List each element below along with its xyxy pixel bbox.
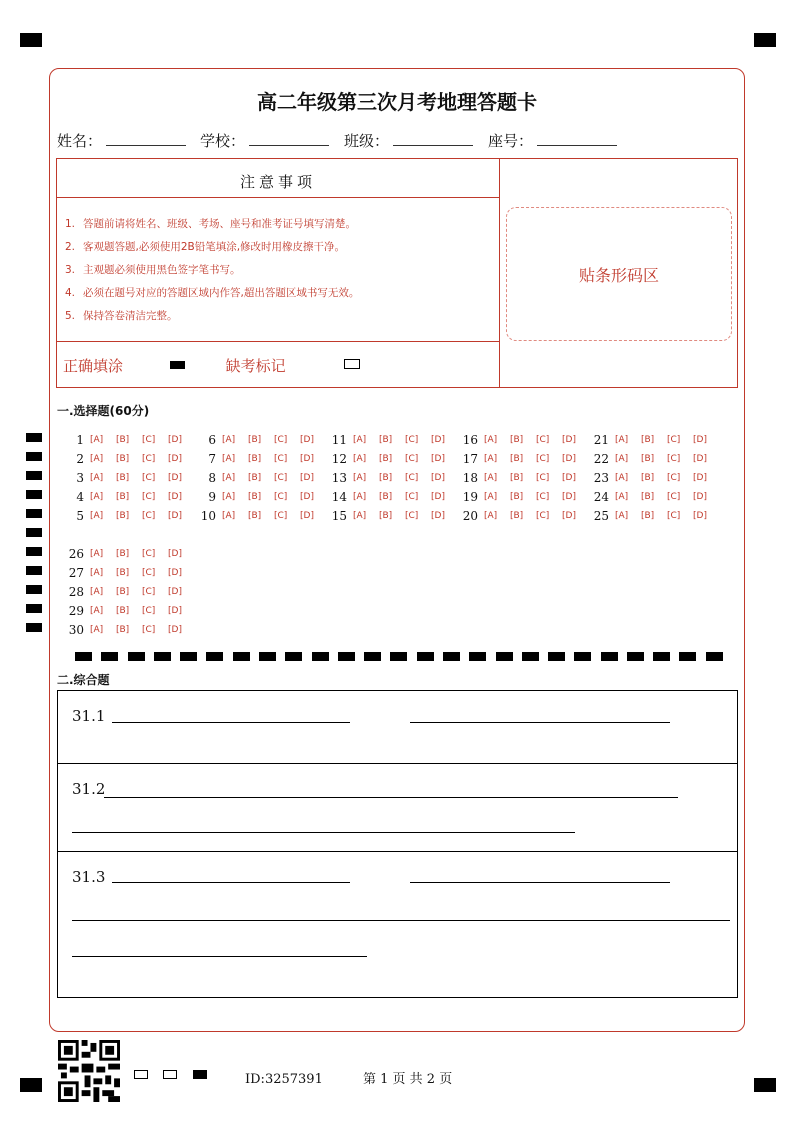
separator-dash xyxy=(653,652,670,661)
option-bubble[interactable]: [B] xyxy=(116,549,130,559)
question-number: 25 xyxy=(593,509,609,523)
option-bubble[interactable]: [B] xyxy=(116,568,130,578)
option-bubble[interactable]: [D] xyxy=(431,435,445,445)
school-field[interactable]: 学校： xyxy=(200,130,329,151)
registration-mark xyxy=(20,33,42,47)
option-bubble[interactable]: [D] xyxy=(693,492,707,502)
separator-dash xyxy=(601,652,618,661)
question-row xyxy=(192,431,326,449)
notice-title: 注意事项 xyxy=(239,173,316,191)
rule-item: 2. 客观题答题,必须使用2B铅笔填涂,修改时用橡皮擦干净。 xyxy=(65,241,346,253)
option-bubble[interactable]: [A] xyxy=(222,435,236,445)
option-bubble[interactable]: [D] xyxy=(168,549,182,559)
option-bubble[interactable]: [C] xyxy=(536,435,550,445)
separator-dash xyxy=(259,652,276,661)
question-number: 20 xyxy=(462,509,478,523)
question-number: 1 xyxy=(76,433,84,447)
option-bubble[interactable]: [C] xyxy=(667,473,681,483)
answer-line[interactable] xyxy=(410,722,670,723)
sheet-id: ID:3257391 xyxy=(245,1072,323,1087)
option-bubble[interactable]: [C] xyxy=(405,473,419,483)
footer-box xyxy=(134,1070,148,1079)
option-bubble[interactable]: [B] xyxy=(510,473,524,483)
rules-list xyxy=(65,213,359,328)
option-bubble[interactable]: [C] xyxy=(142,435,156,445)
option-bubble[interactable]: [C] xyxy=(667,511,681,521)
option-bubble[interactable]: [D] xyxy=(168,587,182,597)
option-bubble[interactable]: [C] xyxy=(274,473,288,483)
option-bubble[interactable]: [C] xyxy=(536,473,550,483)
option-bubble[interactable]: [D] xyxy=(431,454,445,464)
option-bubble[interactable]: [D] xyxy=(168,473,182,483)
timing-mark xyxy=(26,452,42,461)
option-bubble[interactable]: [D] xyxy=(431,492,445,502)
question-number: 5 xyxy=(76,509,84,523)
option-bubble[interactable]: [A] xyxy=(353,492,367,502)
option-bubble[interactable]: [B] xyxy=(510,435,524,445)
question-row xyxy=(60,583,194,601)
question-row xyxy=(323,507,457,525)
question-number: 6 xyxy=(208,433,216,447)
question-row xyxy=(60,431,194,449)
option-bubble[interactable]: [A] xyxy=(90,625,104,635)
page-indicator: 第 1 页 共 2 页 xyxy=(362,1072,453,1087)
registration-mark xyxy=(20,1078,42,1092)
option-bubble[interactable]: [A] xyxy=(615,473,629,483)
question-label: 31.3 xyxy=(72,868,106,886)
answer-line[interactable] xyxy=(112,722,350,723)
option-bubble[interactable]: [A] xyxy=(222,454,236,464)
option-bubble[interactable]: [B] xyxy=(379,435,393,445)
option-bubble[interactable]: [D] xyxy=(562,511,576,521)
option-bubble[interactable]: [B] xyxy=(248,511,262,521)
question-number: 17 xyxy=(462,452,478,466)
option-bubble[interactable]: [A] xyxy=(222,492,236,502)
question-row xyxy=(60,621,194,639)
option-bubble[interactable]: [D] xyxy=(300,473,314,483)
separator-dash xyxy=(128,652,145,661)
option-bubble[interactable]: [A] xyxy=(353,435,367,445)
question-row xyxy=(192,469,326,487)
option-bubble[interactable]: [C] xyxy=(142,587,156,597)
option-bubble[interactable]: [B] xyxy=(116,435,130,445)
option-bubble[interactable]: [C] xyxy=(142,549,156,559)
answer-line[interactable] xyxy=(410,882,670,883)
question-row xyxy=(60,469,194,487)
question-number: 23 xyxy=(593,471,609,485)
option-bubble[interactable]: [B] xyxy=(510,511,524,521)
separator-dash xyxy=(574,652,591,661)
question-row xyxy=(454,488,588,506)
separator-dash xyxy=(548,652,565,661)
question-row xyxy=(192,488,326,506)
option-bubble[interactable]: [C] xyxy=(274,435,288,445)
footer-box-filled xyxy=(193,1070,207,1079)
separator-dash xyxy=(285,652,302,661)
option-bubble[interactable]: [D] xyxy=(431,511,445,521)
question-row xyxy=(323,431,457,449)
question-row xyxy=(454,507,588,525)
option-bubble[interactable]: [D] xyxy=(693,454,707,464)
question-row xyxy=(60,507,194,525)
option-bubble[interactable]: [A] xyxy=(222,473,236,483)
question-label: 31.1 xyxy=(72,707,106,725)
option-bubble[interactable]: [A] xyxy=(484,454,498,464)
option-bubble[interactable]: [D] xyxy=(168,492,182,502)
separator-dash xyxy=(496,652,513,661)
timing-mark xyxy=(26,490,42,499)
separator-dash xyxy=(443,652,460,661)
option-bubble[interactable]: [D] xyxy=(168,454,182,464)
option-bubble[interactable]: [D] xyxy=(562,492,576,502)
option-bubble[interactable]: [C] xyxy=(667,454,681,464)
option-bubble[interactable]: [B] xyxy=(641,473,655,483)
question-row xyxy=(60,545,194,563)
question-row xyxy=(585,450,719,468)
option-bubble[interactable]: [C] xyxy=(536,511,550,521)
option-bubble[interactable]: [C] xyxy=(142,511,156,521)
option-bubble[interactable]: [B] xyxy=(116,473,130,483)
timing-mark xyxy=(26,585,42,594)
timing-mark xyxy=(26,604,42,613)
question-row xyxy=(454,431,588,449)
question-row xyxy=(192,450,326,468)
option-bubble[interactable]: [D] xyxy=(300,492,314,502)
answer-area xyxy=(57,690,738,998)
fill-legend xyxy=(63,355,360,376)
option-bubble[interactable]: [B] xyxy=(248,435,262,445)
separator-dash xyxy=(679,652,696,661)
option-bubble[interactable]: [B] xyxy=(641,454,655,464)
option-bubble[interactable]: [A] xyxy=(90,454,104,464)
name-field[interactable]: 姓名： xyxy=(57,130,186,151)
option-bubble[interactable]: [A] xyxy=(353,511,367,521)
page-title: 高二年级第三次月考地理答题卡 xyxy=(257,90,537,114)
separator-dash xyxy=(75,652,92,661)
question-number: 9 xyxy=(208,490,216,504)
separator-dash xyxy=(627,652,644,661)
option-bubble[interactable]: [D] xyxy=(168,606,182,616)
option-bubble[interactable]: [C] xyxy=(274,511,288,521)
answer-block-31-2 xyxy=(58,764,737,852)
answer-block-31-3 xyxy=(58,852,737,998)
option-bubble[interactable]: [C] xyxy=(142,625,156,635)
registration-mark xyxy=(754,33,776,47)
option-bubble[interactable]: [C] xyxy=(405,435,419,445)
question-number: 29 xyxy=(68,604,84,618)
option-bubble[interactable]: [D] xyxy=(562,435,576,445)
question-row xyxy=(323,450,457,468)
question-row xyxy=(585,469,719,487)
option-bubble[interactable]: [B] xyxy=(248,492,262,502)
separator-dash xyxy=(338,652,355,661)
question-row xyxy=(60,488,194,506)
answer-line[interactable] xyxy=(72,920,730,921)
option-bubble[interactable]: [C] xyxy=(142,568,156,578)
question-row xyxy=(454,450,588,468)
rule-item: 1. 答题前请将姓名、班级、考场、座号和准考证号填写清楚。 xyxy=(65,218,356,230)
question-number: 16 xyxy=(462,433,478,447)
option-bubble[interactable]: [D] xyxy=(562,454,576,464)
question-row xyxy=(454,469,588,487)
answer-line[interactable] xyxy=(72,956,367,957)
rule-item: 3. 主观题必须使用黑色签字笔书写。 xyxy=(65,264,241,276)
question-number: 18 xyxy=(462,471,478,485)
option-bubble[interactable]: [A] xyxy=(615,435,629,445)
option-bubble[interactable]: [B] xyxy=(379,473,393,483)
option-bubble[interactable]: [C] xyxy=(667,492,681,502)
answer-line[interactable] xyxy=(104,797,678,798)
timing-mark xyxy=(26,471,42,480)
option-bubble[interactable]: [A] xyxy=(90,606,104,616)
question-number: 28 xyxy=(68,585,84,599)
separator-dash xyxy=(233,652,250,661)
barcode-area: 贴条形码区 xyxy=(506,207,732,341)
option-bubble[interactable]: [B] xyxy=(116,587,130,597)
question-row xyxy=(585,488,719,506)
option-bubble[interactable]: [C] xyxy=(274,454,288,464)
timing-mark xyxy=(26,509,42,518)
section2-title: 二.综合题 xyxy=(57,673,110,687)
question-number: 8 xyxy=(208,471,216,485)
question-row xyxy=(585,507,719,525)
filled-box-sample xyxy=(170,361,185,369)
question-row xyxy=(585,431,719,449)
option-bubble[interactable]: [C] xyxy=(405,492,419,502)
rule-item: 4. 必须在题号对应的答题区域内作答,超出答题区域书写无效。 xyxy=(65,287,360,299)
option-bubble[interactable]: [D] xyxy=(693,511,707,521)
option-bubble[interactable]: [D] xyxy=(300,435,314,445)
option-bubble[interactable]: [D] xyxy=(300,511,314,521)
option-bubble[interactable]: [B] xyxy=(116,454,130,464)
option-bubble[interactable]: [B] xyxy=(116,511,130,521)
class-field[interactable]: 班级： xyxy=(344,130,473,151)
option-bubble[interactable]: [B] xyxy=(379,454,393,464)
question-number: 19 xyxy=(462,490,478,504)
option-bubble[interactable]: [D] xyxy=(693,435,707,445)
separator-dash xyxy=(101,652,118,661)
separator-dash xyxy=(469,652,486,661)
question-number: 26 xyxy=(68,547,84,561)
timing-mark xyxy=(26,433,42,442)
question-number: 13 xyxy=(331,471,347,485)
timing-mark xyxy=(26,566,42,575)
separator-dash xyxy=(390,652,407,661)
question-number: 12 xyxy=(331,452,347,466)
option-bubble[interactable]: [A] xyxy=(615,492,629,502)
question-number: 22 xyxy=(593,452,609,466)
option-bubble[interactable]: [C] xyxy=(142,473,156,483)
timing-mark xyxy=(26,547,42,556)
answer-line[interactable] xyxy=(112,882,350,883)
option-bubble[interactable]: [B] xyxy=(641,435,655,445)
option-bubble[interactable]: [A] xyxy=(615,511,629,521)
option-bubble[interactable]: [B] xyxy=(116,492,130,502)
option-bubble[interactable]: [B] xyxy=(248,473,262,483)
question-number: 14 xyxy=(331,490,347,504)
question-number: 27 xyxy=(68,566,84,580)
option-bubble[interactable]: [C] xyxy=(274,492,288,502)
option-bubble[interactable]: [C] xyxy=(142,454,156,464)
question-number: 30 xyxy=(68,623,84,637)
question-label: 31.2 xyxy=(72,780,106,798)
option-bubble[interactable]: [C] xyxy=(142,606,156,616)
section1-title: 一.选择题(60分) xyxy=(57,404,150,418)
separator-dash xyxy=(312,652,329,661)
option-bubble[interactable]: [A] xyxy=(615,454,629,464)
question-row xyxy=(323,469,457,487)
option-bubble[interactable]: [D] xyxy=(168,625,182,635)
rule-item: 5. 保持答卷清洁完整。 xyxy=(65,310,178,322)
question-number: 7 xyxy=(208,452,216,466)
option-bubble[interactable]: [A] xyxy=(353,454,367,464)
separator-dash xyxy=(154,652,171,661)
qr-code-icon xyxy=(58,1040,120,1102)
absent-mark-label: 缺考标记 xyxy=(225,357,286,375)
question-number: 10 xyxy=(200,509,216,523)
footer xyxy=(245,1068,452,1087)
option-bubble[interactable]: [A] xyxy=(90,549,104,559)
footer-box xyxy=(163,1070,177,1079)
option-bubble[interactable]: [A] xyxy=(353,473,367,483)
option-bubble[interactable]: [D] xyxy=(168,511,182,521)
option-bubble[interactable]: [B] xyxy=(510,454,524,464)
question-row xyxy=(323,488,457,506)
option-bubble[interactable]: [A] xyxy=(90,568,104,578)
option-bubble[interactable]: [C] xyxy=(142,492,156,502)
option-bubble[interactable]: [C] xyxy=(667,435,681,445)
option-bubble[interactable]: [D] xyxy=(300,454,314,464)
option-bubble[interactable]: [B] xyxy=(379,511,393,521)
option-bubble[interactable]: [C] xyxy=(405,511,419,521)
question-row xyxy=(60,602,194,620)
option-bubble[interactable]: [A] xyxy=(90,435,104,445)
option-bubble[interactable]: [B] xyxy=(510,492,524,502)
option-bubble[interactable]: [D] xyxy=(431,473,445,483)
question-number: 11 xyxy=(331,433,347,447)
separator-dash xyxy=(364,652,381,661)
question-number: 3 xyxy=(76,471,84,485)
seat-field[interactable]: 座号： xyxy=(488,130,617,151)
question-row xyxy=(60,450,194,468)
option-bubble[interactable]: [A] xyxy=(222,511,236,521)
question-number: 15 xyxy=(331,509,347,523)
option-bubble[interactable]: [B] xyxy=(379,492,393,502)
answer-line[interactable] xyxy=(72,832,575,833)
registration-mark xyxy=(754,1078,776,1092)
question-number: 24 xyxy=(593,490,609,504)
option-bubble[interactable]: [A] xyxy=(90,587,104,597)
option-bubble[interactable]: [A] xyxy=(484,511,498,521)
option-bubble[interactable]: [C] xyxy=(405,454,419,464)
separator-dash xyxy=(522,652,539,661)
question-row xyxy=(60,564,194,582)
question-number: 4 xyxy=(76,490,84,504)
separator-dash xyxy=(706,652,723,661)
option-bubble[interactable]: [A] xyxy=(484,473,498,483)
question-number: 2 xyxy=(76,452,84,466)
option-bubble[interactable]: [A] xyxy=(484,492,498,502)
timing-mark xyxy=(26,528,42,537)
notice-box xyxy=(56,158,738,388)
option-bubble[interactable]: [B] xyxy=(641,492,655,502)
option-bubble[interactable]: [B] xyxy=(248,454,262,464)
option-bubble[interactable]: [A] xyxy=(90,473,104,483)
option-bubble[interactable]: [B] xyxy=(641,511,655,521)
option-bubble[interactable]: [C] xyxy=(536,492,550,502)
option-bubble[interactable]: [A] xyxy=(90,492,104,502)
option-bubble[interactable]: [D] xyxy=(562,473,576,483)
question-number: 21 xyxy=(593,433,609,447)
absent-mark-checkbox[interactable] xyxy=(344,359,360,369)
option-bubble[interactable]: [A] xyxy=(484,435,498,445)
separator-dash xyxy=(206,652,223,661)
separator-marks xyxy=(75,652,723,661)
separator-dash xyxy=(180,652,197,661)
option-bubble[interactable]: [A] xyxy=(90,511,104,521)
separator-dash xyxy=(417,652,434,661)
option-bubble[interactable]: [D] xyxy=(168,568,182,578)
option-bubble[interactable]: [B] xyxy=(116,625,130,635)
timing-mark xyxy=(26,623,42,632)
option-bubble[interactable]: [D] xyxy=(693,473,707,483)
option-bubble[interactable]: [B] xyxy=(116,606,130,616)
option-bubble[interactable]: [C] xyxy=(536,454,550,464)
answer-block-31-1 xyxy=(58,691,737,764)
correct-fill-label: 正确填涂 xyxy=(63,357,124,375)
option-bubble[interactable]: [D] xyxy=(168,435,182,445)
question-row xyxy=(192,507,326,525)
